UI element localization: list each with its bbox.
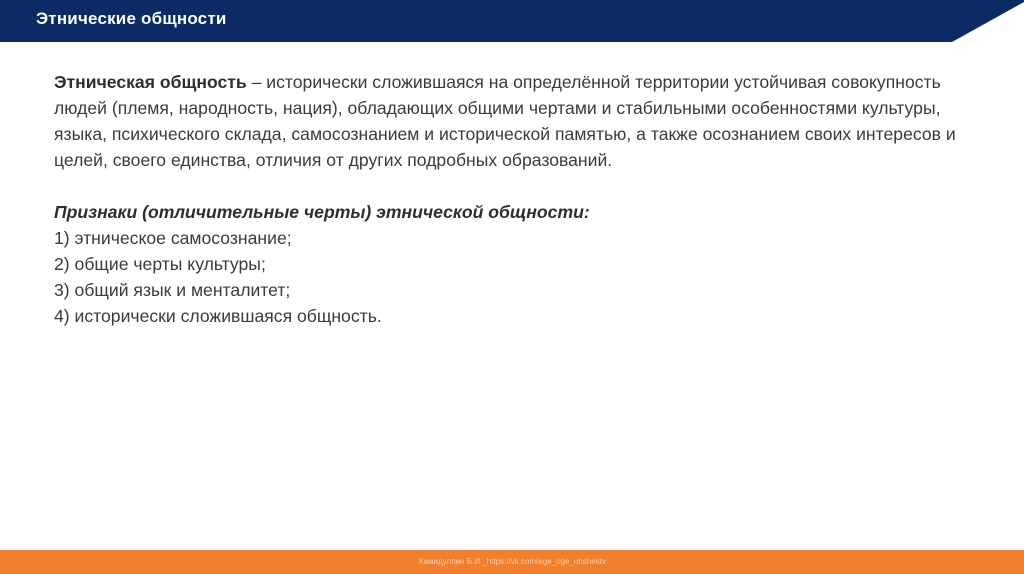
- slide-title: Этнические общности: [36, 9, 227, 28]
- sign-item: 1) этническое самосознание;: [54, 228, 292, 248]
- slide-body: [54, 69, 974, 329]
- definition-term: Этническая общность: [54, 72, 247, 92]
- definition-text: – исторически сложившаяся на определённой территории устойчивая совокупность людей (племя, народность, нация), обладающих общими чертами и стабильными особенностями культуры, языка, психического склада, самосознанием и исторической памятью, а также осознанием своих интересов и целей, своего единства, отличия от других подробных образований.: [54, 72, 956, 170]
- title-bar: [0, 0, 1024, 42]
- footer-bar: [0, 550, 1024, 574]
- footer-credit: Хамидуллин Б.И._https://vk.com/ege_oge_obshestv: [418, 557, 606, 566]
- sign-item: 3) общий язык и менталитет;: [54, 280, 291, 300]
- definition-paragraph: [54, 69, 974, 173]
- signs-list: [54, 225, 974, 329]
- sign-item: 4) исторически сложившаяся общность.: [54, 306, 382, 326]
- sign-item: 2) общие черты культуры;: [54, 254, 266, 274]
- signs-heading: Признаки (отличительные черты) этнической общности:: [54, 202, 590, 222]
